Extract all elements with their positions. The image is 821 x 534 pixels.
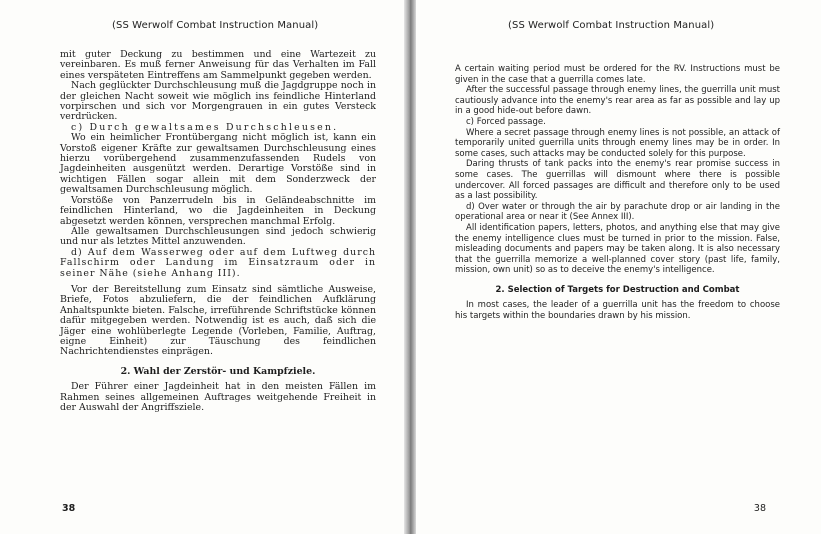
page-header: (SS Werwolf Combat Instruction Manual) xyxy=(508,20,715,31)
subheading: d) Auf dem Wasserweg oder auf dem Luftweg durch Fallschirm oder Landung im Einsatzraum oder in seiner Nähe (siehe Anhang III). xyxy=(60,246,376,279)
paragraph: Alle gewaltsamen Durchschleusungen sind jedoch schwierig und nur als letztes Mittel anzuwenden. xyxy=(60,225,376,248)
paragraph: A certain waiting period must be ordered for the RV. Instructions must be given in the case that a guerrilla comes late. xyxy=(455,64,780,85)
paragraph: Where a secret passage through enemy lines is not possible, an attack of temporarily united guerrilla units through enemy lines may be in order. In some cases, such attacks may be conducted solely for this purpose. xyxy=(455,127,780,159)
paragraph: Vorstöße von Panzerrudeln bis in Geländeabschnitte im feindlichen Hinterland, wo die Jagdeinheiten in Deckung abgesetzt werden können, versprechen manchmal Erfolg. xyxy=(60,194,376,227)
subheading: c) Durch gewaltsames Durchschleusen. xyxy=(71,121,339,133)
page-body xyxy=(455,64,780,322)
paragraph: After the successful passage through enemy lines, the guerrilla unit must cautiously advance into the enemy's rear area as far as possible and lay up in a good hide-out before dawn. xyxy=(455,85,780,117)
left-page xyxy=(0,0,406,534)
paragraph: Daring thrusts of tank packs into the enemy's rear promise success in some cases. The guerrillas will dismount where there is possible undercover. All forced passages are difficult and therefore only to be used as a last possibility. xyxy=(455,159,780,202)
page-number: 38 xyxy=(753,503,766,514)
paragraph: Nach geglückter Durchschleusung muß die Jagdgruppe noch in der gleichen Nacht soweit wie möglich ins feindliche Hinterland vorpirschen und sich vor Morgengrauen in ein gutes Versteck verdrücken. xyxy=(60,80,376,123)
paragraph: In most cases, the leader of a guerrilla unit has the freedom to choose his targets within the boundaries drawn by his mission. xyxy=(455,300,780,322)
page-header: (SS Werwolf Combat Instruction Manual) xyxy=(112,20,319,31)
section-heading: 2. Wahl der Zerstör- und Kampfziele. xyxy=(120,365,316,377)
paragraph: All identification papers, letters, photos, and anything else that may give the enemy intelligence clues must be turned in prior to the mission. False, misleading documents and papers may be taken along. It is also necessary that the guerrilla memorize a well-planned cover story (past life, family, mission, own unit) so as to deceive the enemy's intelligence. xyxy=(455,222,780,276)
paragraph: Der Führer einer Jagdeinheit hat in den meisten Fällen im Rahmen seines allgemeinen Auftrages weitgehende Freiheit in der Auswahl der Angriffsziele. xyxy=(60,381,376,413)
subheading: c) Forced passage. xyxy=(466,116,546,127)
paragraph: Vor der Bereitstellung zum Einsatz sind sämtliche Ausweise, Briefe, Fotos abzuliefern, die der feindlichen Aufklärung Anhaltspunkte bieten. Falsche, irreführende Schriftstücke können dafür mitgegeben werden. Notwendig ist es auch, daß sich die Jäger eine wohlüberlegte Legende (Vorleben, Familie, Auftrag, eigne Einheit) zur Täuschung des feindlichen Nachrichtendienstes einprägen. xyxy=(60,283,376,358)
paragraph: Wo ein heimlicher Frontübergang nicht möglich ist, kann ein Vorstoß eigener Kräfte zur gewaltsamen Durchschleusung eines hierzu vorübergehend zusammenzufassenden Rudels von Jagdeinheiten ausgenützt werden. Derartige Vorstöße sind in wichtigen Fällen sogar allein mit dem Sonderzweck der gewaltsamen Durchschleusung möglich. xyxy=(60,132,376,196)
paragraph: mit guter Deckung zu bestimmen und eine Wartezeit zu vereinbaren. Es muß ferner Anweisung für das Verhalten im Fall eines verspäteten Eintreffens am Sammelpunkt gegeben werden. xyxy=(60,49,376,81)
page-body xyxy=(60,50,376,413)
section-heading: 2. Selection of Targets for Destruction and Combat xyxy=(495,284,740,295)
right-page xyxy=(414,0,821,534)
page-number: 38 xyxy=(62,503,76,514)
paragraph: d) Over water or through the air by parachute drop or air landing in the operational area or near it (See Annex III). xyxy=(455,201,780,223)
